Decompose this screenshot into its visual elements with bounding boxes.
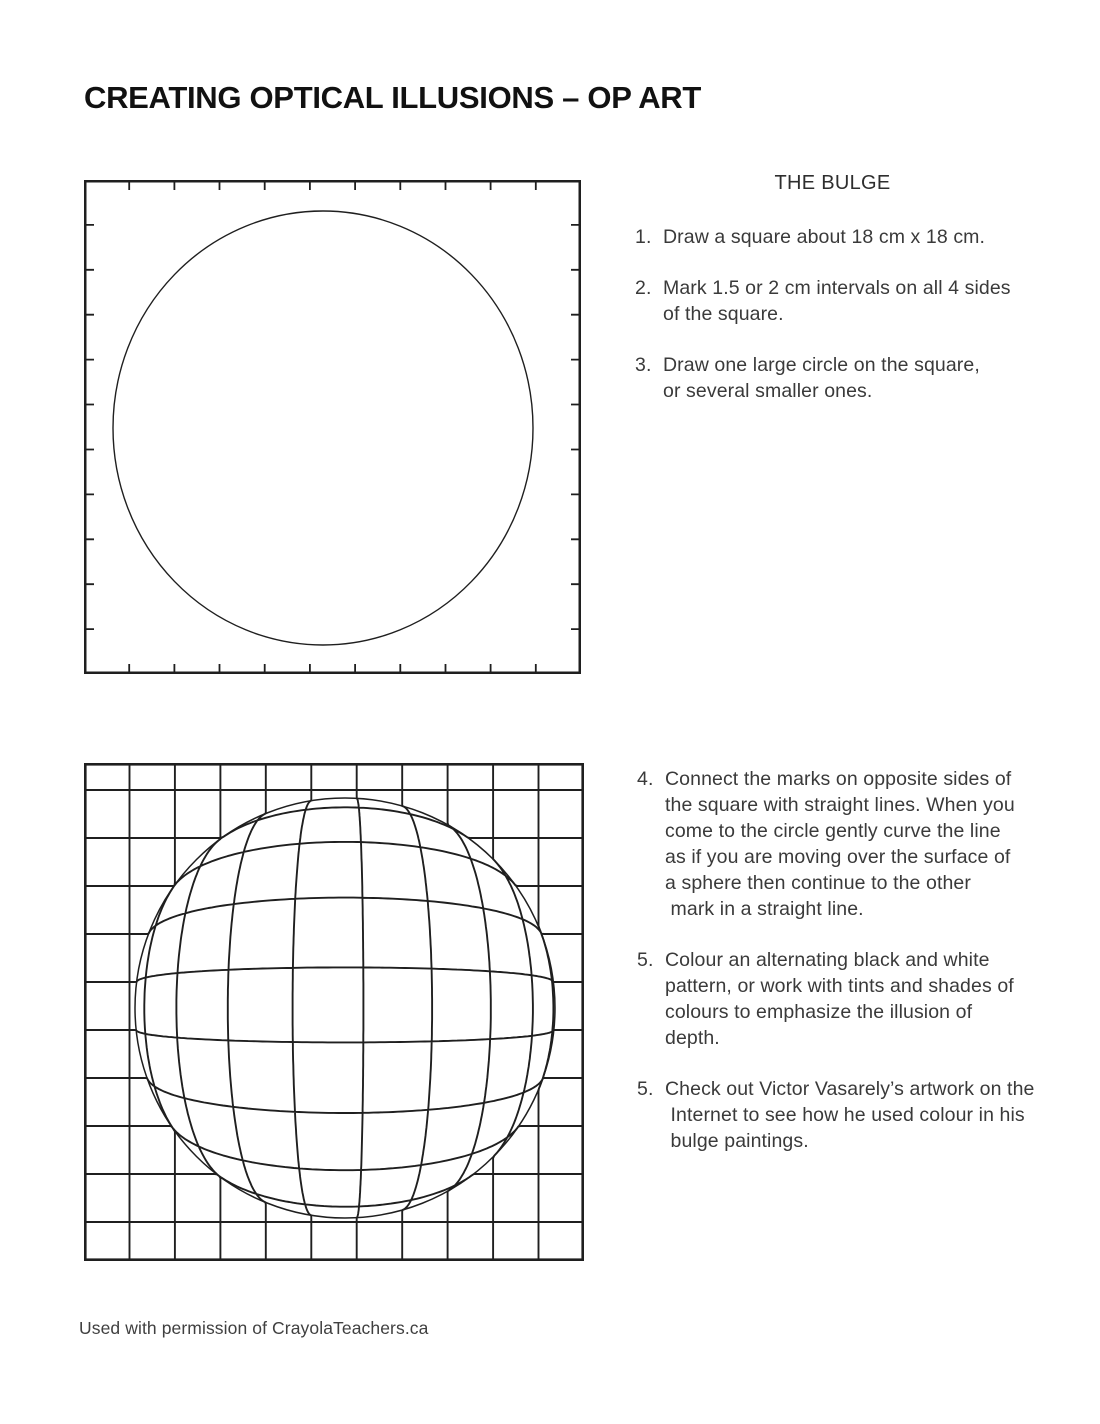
instruction-number: 5.	[637, 949, 654, 971]
permission-note: Used with permission of CrayolaTeachers.ca	[79, 1318, 429, 1338]
instructions-steps-4-5	[637, 766, 1057, 1179]
instruction-text: Connect the marks on opposite sides of the square with straight lines. When you come to the circle gently curve the line as if you are moving over the surface of a sphere then continue to the other mark in a straight line.	[665, 768, 1015, 920]
instruction-number: 5.	[637, 1078, 654, 1100]
instruction-item	[635, 275, 1055, 327]
instruction-number: 4.	[637, 768, 654, 790]
instruction-item	[635, 224, 1055, 250]
instruction-text: Draw one large circle on the square, or several smaller ones.	[663, 354, 980, 402]
instruction-text: Colour an alternating black and white pattern, or work with tints and shades of colours to emphasize the illusion of depth.	[665, 949, 1014, 1049]
instruction-item	[635, 352, 1055, 404]
instructions-steps-1-3	[635, 224, 1055, 429]
bulge-grid-figure	[84, 763, 584, 1261]
marked-square-figure	[84, 180, 581, 674]
instruction-item	[637, 1076, 1057, 1154]
instruction-item	[637, 766, 1057, 922]
instruction-number: 3.	[635, 354, 652, 376]
section-heading: THE BULGE	[774, 172, 891, 194]
instruction-item	[637, 947, 1057, 1051]
instruction-number: 2.	[635, 277, 652, 299]
page-title: CREATING OPTICAL ILLUSIONS – OP ART	[84, 80, 702, 115]
instruction-text: Draw a square about 18 cm x 18 cm.	[663, 226, 986, 248]
instruction-text: Check out Victor Vasarely’s artwork on the Internet to see how he used colour in his bulge paintings.	[665, 1078, 1035, 1152]
instruction-text: Mark 1.5 or 2 cm intervals on all 4 sides of the square.	[663, 277, 1011, 325]
instruction-number: 1.	[635, 226, 652, 248]
